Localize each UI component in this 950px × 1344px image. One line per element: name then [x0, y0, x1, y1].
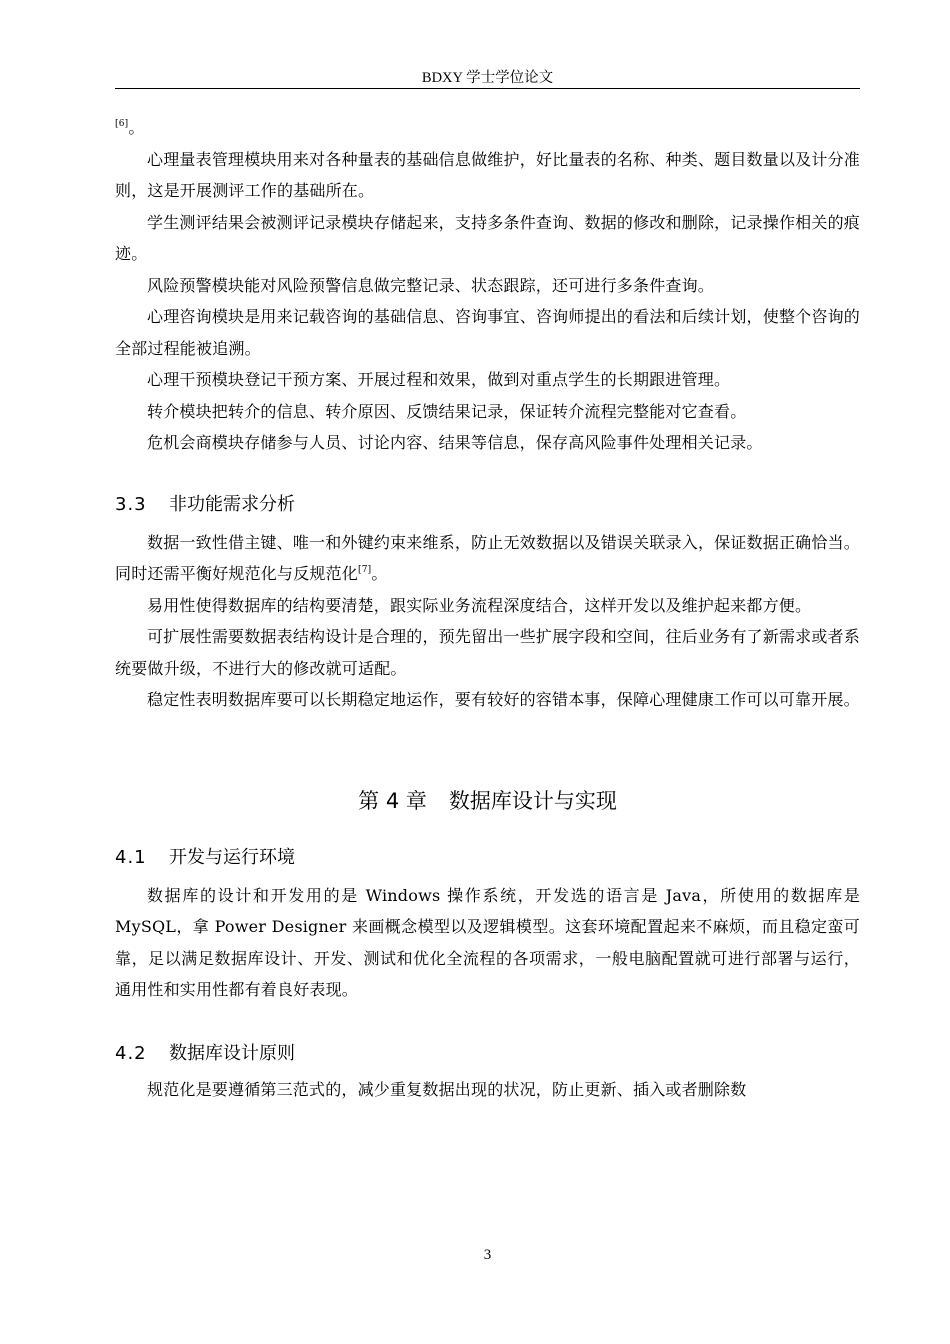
paragraph-text: 数据一致性借主键、唯一和外键约束来维系，防止无效数据以及错误关联录入，保证数据正确恰当。同时还需平衡好规范化与反规范化: [115, 532, 860, 583]
citation-ref: [7]: [358, 565, 372, 575]
paragraph-data-consistency: [115, 527, 860, 590]
paragraph-scale-management: 心理量表管理模块用来对各种量表的基础信息做维护，好比量表的名称、种类、题目数量以及计分准则，这是开展测评工作的基础所在。: [115, 149, 860, 200]
chapter-label: 第 4 章: [358, 788, 427, 813]
section-heading-4-2: [115, 1038, 860, 1070]
paragraph-risk-warning: 风险预警模块能对风险预警信息做完整记录、状态跟踪，还可进行多条件查询。: [147, 275, 715, 295]
chapter-title: 数据库设计与实现: [448, 788, 617, 813]
paragraph-environment: 数据库的设计和开发用的是 Windows 操作系统，开发选的语言是 Java，所使用的数据库是 MySQL，拿 Power Designer 来画概念模型以及逻辑模型。这套环境配置起来不麻烦，而且稳定蛮可靠，足以满足数据库设计、开发、测试和优化全流程的各项需求，一般电脑配置就可进行部署与运行，通用性和实用性都有着良好表现。: [115, 885, 860, 999]
citation-ref: [6]: [115, 119, 129, 129]
page-number: 3: [483, 1247, 492, 1263]
section-number: 3.3: [115, 493, 147, 515]
paragraph-crisis-consultation: 危机会商模块存储参与人员、讨论内容、结果等信息，保存高风险事件处理相关记录。: [147, 433, 763, 452]
section-heading-4-1: [115, 842, 860, 874]
paragraph-scalability: 可扩展性需要数据表结构设计是合理的，预先留出一些扩展字段和空间，往后业务有了新需求或者系统要做升级，不进行大的修改就可适配。: [115, 627, 860, 678]
section-title: 非功能需求分析: [169, 493, 295, 515]
continuation-line: [115, 112, 860, 144]
chapter-heading: [115, 783, 860, 819]
section-number: 4.2: [115, 1042, 147, 1064]
continuation-text: 。: [128, 118, 145, 137]
header-rule: [115, 88, 860, 89]
paragraph-end: 。: [371, 564, 388, 583]
section-title: 开发与运行环境: [169, 846, 295, 868]
page-body: [115, 112, 860, 1105]
paragraph-intervention: 心理干预模块登记干预方案、开展过程和效果，做到对重点学生的长期跟进管理。: [147, 370, 731, 389]
paragraph-usability: 易用性使得数据库的结构要清楚，跟实际业务流程深度结合，这样开发以及维护起来都方便。: [147, 595, 812, 615]
running-header: BDXY 学士学位论文: [421, 70, 554, 86]
section-heading-3-3: [115, 489, 860, 521]
paragraph-referral: 转介模块把转介的信息、转介原因、反馈结果记录，保证转介流程完整能对它查看。: [147, 401, 747, 421]
paragraph-normalization: 规范化是要遵循第三范式的，减少重复数据出现的状况，防止更新、插入或者删除数: [147, 1079, 747, 1099]
section-number: 4.1: [115, 846, 147, 868]
section-title: 数据库设计原则: [169, 1042, 295, 1064]
paragraph-counseling: 心理咨询模块是用来记载咨询的基础信息、咨询事宜、咨询师提出的看法和后续计划，使整个咨询的全部过程能被追溯。: [115, 307, 860, 358]
paragraph-stability: 稳定性表明数据库要可以长期稳定地运作，要有较好的容错本事，保障心理健康工作可以可靠开展。: [147, 690, 860, 709]
paragraph-assessment-record: 学生测评结果会被测评记录模块存储起来，支持多条件查询、数据的修改和删除，记录操作相关的痕迹。: [115, 212, 860, 263]
